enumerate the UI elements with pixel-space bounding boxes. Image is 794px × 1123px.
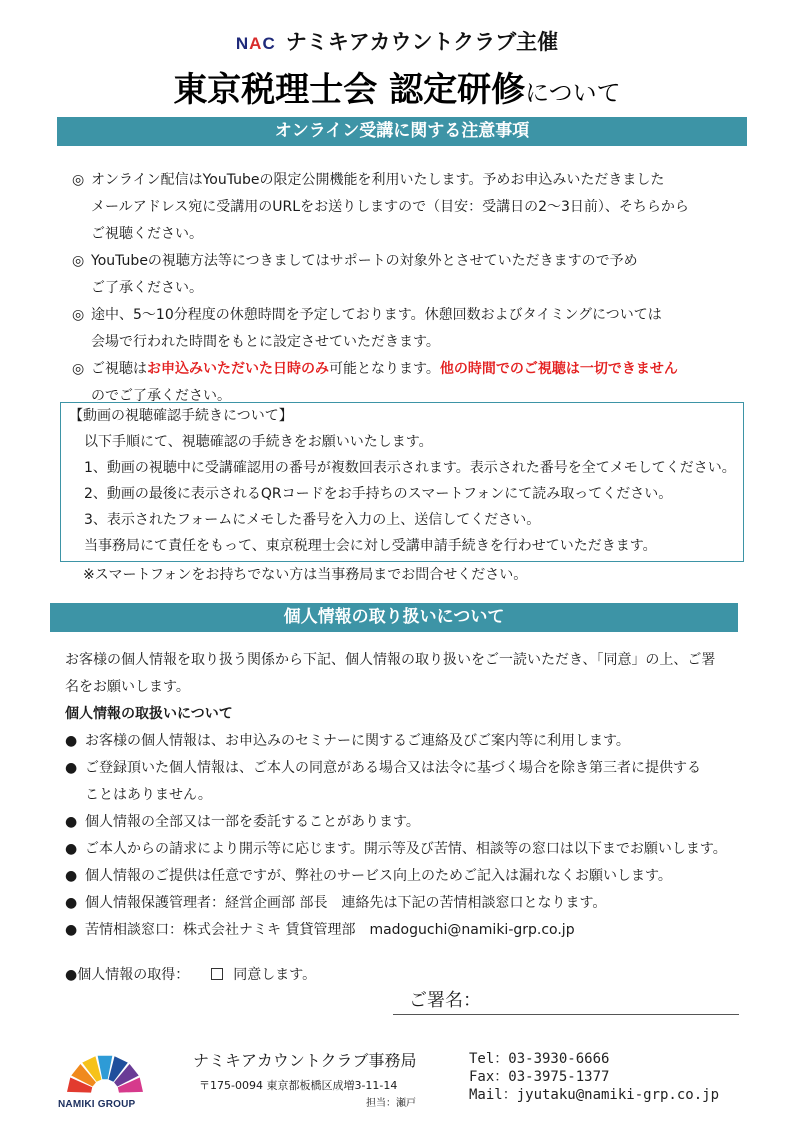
privacy-heading: 個人情報の取り扱いについて <box>50 603 738 632</box>
bullet-text: 個人情報の全部又は一部を委託することがあります。 <box>85 814 420 830</box>
smartphone-remark: ※スマートフォンをお持ちでない方は当事務局までお問合せください。 <box>83 567 528 583</box>
office-contact-person: 担当：瀬戸 <box>366 1098 416 1109</box>
bullet-dot: ● <box>65 841 78 857</box>
title-main: 東京税理士会 認定研修 <box>173 70 526 110</box>
note-mark: ◎ <box>72 307 85 323</box>
note-mark: ◎ <box>72 172 85 188</box>
privacy-subheading: 個人情報の取扱いについて <box>65 706 233 722</box>
tel-number: Tel：03-3930-6666 <box>469 1051 610 1067</box>
privacy-bullet <box>65 863 745 890</box>
consent-label: ●個人情報の取得： <box>65 967 190 983</box>
note4-text-c: 可能となります。 <box>329 361 440 377</box>
consent-checkbox[interactable] <box>211 968 223 980</box>
bullet-dot: ● <box>65 922 78 938</box>
box-title: 【動画の視聴確認手続きについて】 <box>69 408 293 424</box>
bullet-text: 個人情報保護管理者：経営企画部 部長 連絡先は下記の苦情相談窓口となります。 <box>85 895 607 911</box>
note-continuation: 会場で行われた時間をもとに設定させていただきます。 <box>91 334 440 350</box>
bullet-dot: ● <box>65 814 78 830</box>
organizer-line <box>0 26 794 56</box>
consent-row <box>65 964 316 984</box>
note-item <box>72 302 762 356</box>
privacy-bullet <box>65 755 745 809</box>
bullet-continuation: ことはありません。 <box>85 787 212 803</box>
privacy-bullet <box>65 917 745 944</box>
online-notes-heading: オンライン受講に関する注意事項 <box>57 117 747 146</box>
bullet-text: ご登録頂いた個人情報は、ご本人の同意がある場合又は法令に基づく場合を除き第三者に提供する <box>85 760 701 776</box>
bullet-dot: ● <box>65 760 78 776</box>
signature-label: ご署名： <box>409 990 481 1011</box>
contact-block <box>469 1050 719 1104</box>
box-line: 3、表示されたフォームにメモした番号を入力の上、送信してください。 <box>84 512 541 528</box>
logo-text: NAMIKI GROUP <box>58 1099 136 1110</box>
note-text: 途中、5～10分程度の休憩時間を予定しております。休憩回数およびタイミングについては <box>91 307 662 323</box>
note4-emphasis-a: お申込みいただいた日時のみ <box>147 361 329 377</box>
title-suffix: について <box>525 79 621 107</box>
box-line: 2、動画の最後に表示されるQRコードをお手持ちのスマートフォンにて読み取ってください。 <box>84 486 673 502</box>
nac-logo: NAC <box>235 34 276 53</box>
organizer-text: ナミキアカウントクラブ主催 <box>285 30 559 54</box>
note-text: YouTubeの視聴方法等につきましてはサポートの対象外とさせていただきますので予め <box>91 253 638 269</box>
note-mark: ◎ <box>72 361 85 377</box>
privacy-bullet-list <box>65 728 745 944</box>
note-continuation: メールアドレス宛に受講用のURLをお送りしますので（目安：受講日の2～3日前）、そちらから <box>91 199 689 215</box>
privacy-bullet <box>65 890 745 917</box>
mail-address[interactable]: Mail：jyutaku@namiki-grp.co.jp <box>469 1087 720 1103</box>
logo-fan-icon <box>58 1053 152 1093</box>
office-address: 〒175-0094 東京都板橋区成増3-11-14 <box>199 1079 398 1092</box>
box-line: 1、動画の視聴中に受講確認用の番号が複数回表示されます。表示された番号を全てメモしてください。 <box>84 460 736 476</box>
note4-text-a: ご視聴は <box>91 361 147 377</box>
privacy-bullet <box>65 728 745 755</box>
bullet-text: 苦情相談窓口：株式会社ナミキ 賃貸管理部 madoguchi@namiki-grp.co.jp <box>85 922 575 938</box>
note4-continuation: のでご了承ください。 <box>91 388 231 404</box>
note-item <box>72 167 762 248</box>
note-continuation: ご了承ください。 <box>91 280 203 296</box>
fax-number: Fax：03-3975-1377 <box>469 1069 610 1085</box>
box-line: 以下手順にて、視聴確認の手続きをお願いいたします。 <box>84 434 433 450</box>
bullet-dot: ● <box>65 895 78 911</box>
privacy-intro-line: 名をお願いします。 <box>65 679 190 695</box>
privacy-intro-line: お客様の個人情報を取り扱う関係から下記、個人情報の取り扱いをご一読いただき、「同意」の上、ご署 <box>65 652 716 668</box>
note-item <box>72 248 762 302</box>
online-notes-list <box>72 167 762 410</box>
namiki-group-logo <box>58 1053 152 1110</box>
box-line: 当事務局にて責任をもって、東京税理士会に対し受講申請手続きを行わせていただきます。 <box>84 538 657 554</box>
privacy-section <box>65 647 745 944</box>
note-mark: ◎ <box>72 253 85 269</box>
office-block <box>193 1048 417 1109</box>
privacy-bullet <box>65 836 745 863</box>
signature-field[interactable] <box>393 986 739 1015</box>
office-name: ナミキアカウントクラブ事務局 <box>193 1051 417 1070</box>
bullet-text: お客様の個人情報は、お申込みのセミナーに関するご連絡及びご案内等に利用します。 <box>85 733 630 749</box>
bullet-dot: ● <box>65 868 78 884</box>
consent-text: 同意します。 <box>233 967 317 983</box>
bullet-text: 個人情報のご提供は任意ですが、弊社のサービス向上のためご記入は漏れなくお願いします。 <box>85 868 672 884</box>
page-title <box>0 62 794 111</box>
privacy-bullet <box>65 809 745 836</box>
note-text: オンライン配信はYouTubeの限定公開機能を利用いたします。予めお申込みいただきました <box>91 172 665 188</box>
viewing-confirmation-box <box>60 402 744 562</box>
note-continuation: ご視聴ください。 <box>91 226 203 242</box>
bullet-text: ご本人からの請求により開示等に応じます。開示等及び苦情、相談等の窓口は以下までお願いします。 <box>85 841 727 857</box>
bullet-dot: ● <box>65 733 78 749</box>
note4-emphasis-b: 他の時間でのご視聴は一切できません <box>439 361 678 377</box>
